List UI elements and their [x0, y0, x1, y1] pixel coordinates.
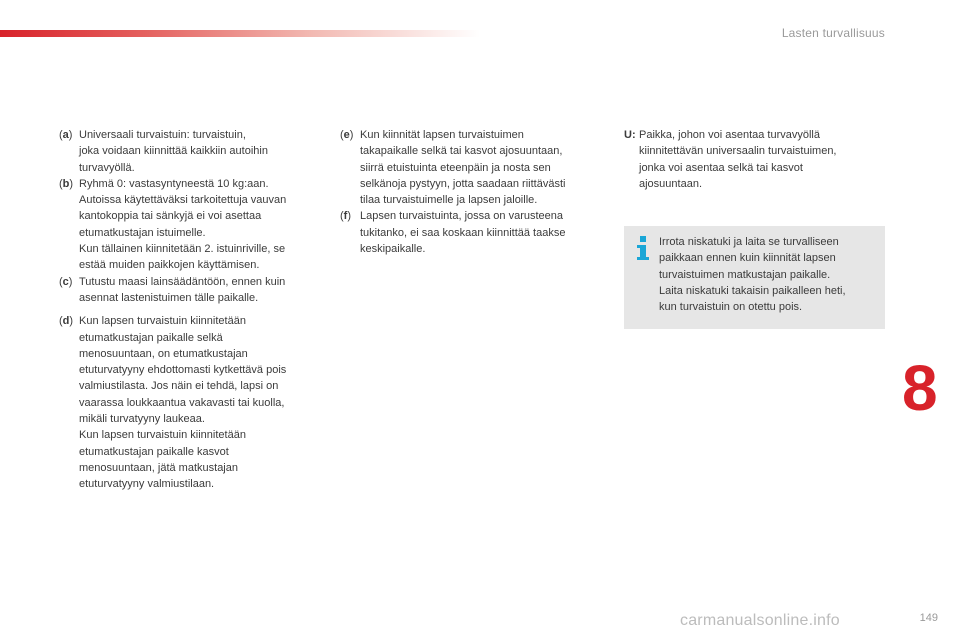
column-right [624, 127, 886, 192]
item-text: Ryhmä 0: vastasyntyneestä 10 kg:aan. Autoissa käytettäväksi tarkoitettuja vauvan kantokoppia tai sänkyjä ei voi asettaa etumatkustajan istuimelle. Kun tällainen kiinnitetään 2. istuinriville, se estää muiden paikkojen käyttämisen. [79, 177, 287, 272]
page-number: 149 [919, 612, 938, 624]
section-title: Lasten turvallisuus [781, 26, 885, 40]
info-box [624, 226, 885, 329]
header-accent-bar [0, 30, 480, 37]
list-item-b: (b) Ryhmä 0: vastasyntyneestä 10 kg:aan. Autoissa käytettäväksi tarkoitettuja vauvan kantokoppia tai sänkyjä ei voi asettaa etumatkustajan istuimelle. Kun tällainen kiinnitetään 2. istuinriville, se estää muiden paikkojen käyttämisen. [59, 176, 321, 274]
list-item-e: (e) Kun kiinnität lapsen turvaistuimen takapaikalle selkä tai kasvot ajosuuntaan, siirrä etuistuinta eteenpäin ja nosta sen selkänoja pystyyn, jotta saadaan riittävästi tilaa turvaistuimelle ja lapsen jaloille. [340, 127, 606, 208]
item-key: b [62, 177, 70, 190]
info-icon [636, 236, 650, 262]
definition-text: Paikka, johon voi asentaa turvavyöllä kiinnitettävän universaalin turvaistuimen, jonka voi asentaa selkä tai kasvot ajosuuntaan. [639, 129, 837, 190]
item-text: Tutustu maasi lainsäädäntöön, ennen kuin asennat lastenistuimen tälle paikalle. [79, 275, 286, 304]
item-text: Lapsen turvaistuinta, jossa on varusteena tukitanko, ei saa koskaan kiinnittää taakse keskipaikalle. [360, 210, 566, 256]
info-text: Irrota niskatuki ja laita se turvalliseen paikkaan ennen kuin kiinnität lapsen turvaistuimen matkustajan paikalle. Laita niskatuki takaisin paikalleen heti, kun turvaistuin on otettu pois. [659, 236, 846, 314]
list-item-d: (d) Kun lapsen turvaistuin kiinnitetään etumatkustajan paikalle selkä menosuuntaan, on etumatkustajan etuturvatyyny ehdottomasti kytkettävä pois valmiustilasta. Jos näin ei tehdä, lapsi on vaarassa loukkaantua vakavasti tai kuolla, mikäli turvatyyny laukeaa. Kun lapsen turvaistuin kiinnitetään etumatkustajan paikalle kasvot menosuuntaan, jätä matkustajan etuturvatyyny valmiustilaan. [59, 313, 321, 492]
item-key: c [62, 275, 69, 288]
item-key: a [62, 129, 69, 141]
list-item-c: (c) Tutustu maasi lainsäädäntöön, ennen kuin asennat lastenistuimen tälle paikalle. [59, 274, 321, 307]
definition-u: U: Paikka, johon voi asentaa turvavyöllä kiinnitettävän universaalin turvaistuimen, jonka voi asentaa selkä tai kasvot ajosuuntaan. [624, 127, 886, 192]
column-middle [340, 127, 606, 257]
item-key: f [343, 210, 348, 223]
watermark: carmanualsonline.info [680, 612, 840, 629]
definition-key: U [624, 129, 632, 141]
item-text: Kun lapsen turvaistuin kiinnitetään etumatkustajan paikalle selkä menosuuntaan, on etumatkustajan etuturvatyyny ehdottomasti kytkettävä pois valmiustilasta. Jos näin ei tehdä, lapsi on vaarassa loukkaantua vakavasti tai kuolla, mikäli turvatyyny laukeaa. Kun lapsen turvaistuin kiinnitetään etumatkustajan paikalle kasvot menosuuntaan, jätä matkustajan etuturvatyyny valmiustilaan. [79, 315, 287, 491]
list-item-f: (f) Lapsen turvaistuinta, jossa on varusteena tukitanko, ei saa koskaan kiinnittää taakse keskipaikalle. [340, 208, 606, 257]
item-text: Universaali turvaistuin: turvaistuin, joka voidaan kiinnittää kaikkiin autoihin turvavyöllä. [79, 129, 268, 174]
list-item-a: (a) Universaali turvaistuin: turvaistuin, joka voidaan kiinnittää kaikkiin autoihin turvavyöllä. [59, 127, 321, 176]
chapter-number: 8 [902, 352, 938, 424]
item-key: e [343, 129, 350, 141]
item-text: Kun kiinnität lapsen turvaistuimen takapaikalle selkä tai kasvot ajosuuntaan, siirrä etuistuinta eteenpäin ja nosta sen selkänoja pystyyn, jotta saadaan riittävästi tilaa turvaistuimelle ja lapsen jaloille. [360, 129, 566, 207]
item-key: d [62, 315, 70, 328]
column-left [59, 127, 321, 493]
